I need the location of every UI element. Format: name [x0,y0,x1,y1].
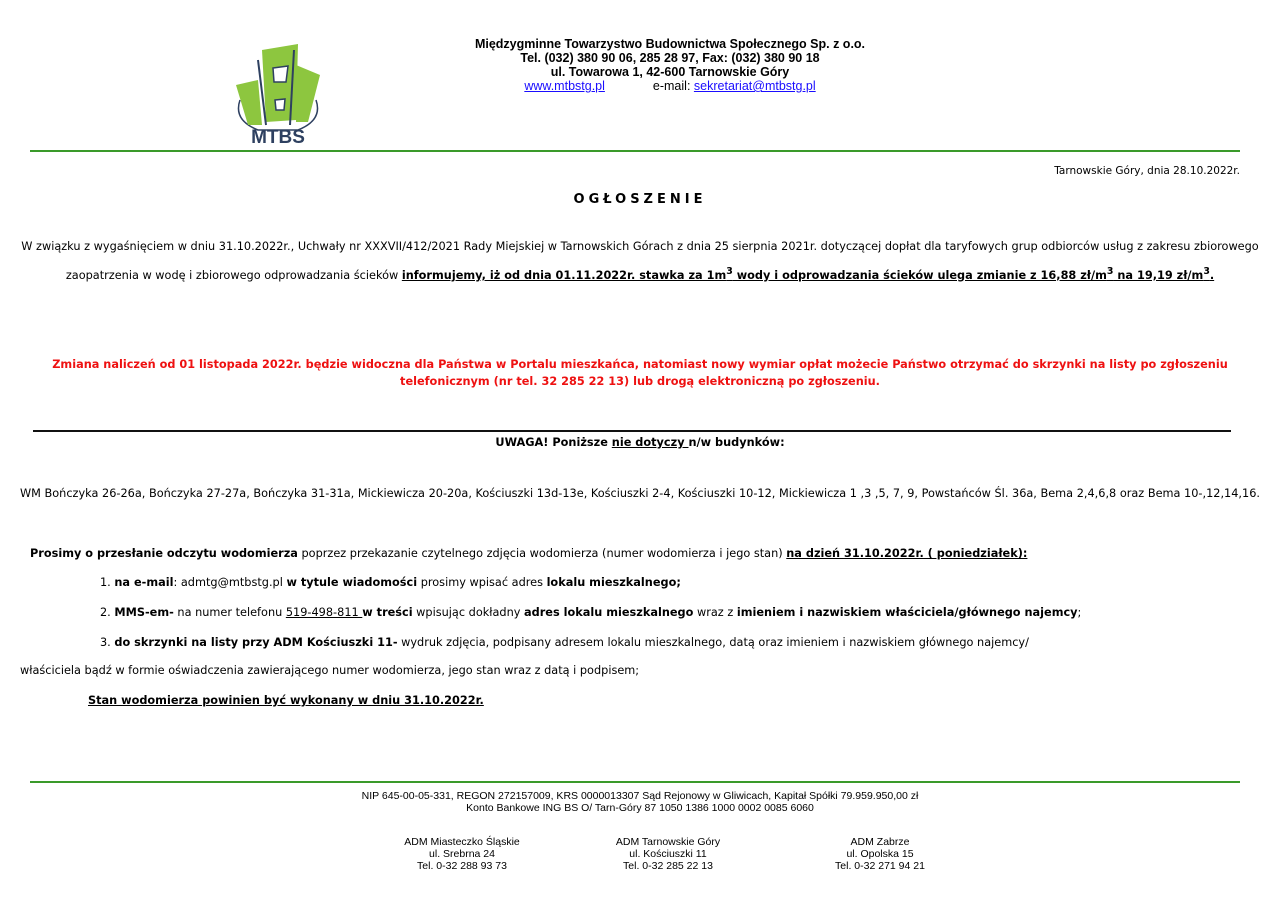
list-item: 2. MMS-em- na numer telefonu 519-498-811 w treści wpisując dokładny adres lokalu mieszkalnego wraz z imieniem i nazwiskiem właściciela/głównego najemcy; [100,606,1082,619]
document-title: OGŁOSZENIE [573,192,707,207]
website-link[interactable]: www.mtbstg.pl [524,79,605,93]
footer-bank-account: Konto Bankowe ING BS O/ Tarn-Góry 87 1050 1386 1000 0002 0085 6060 [466,802,814,814]
company-header [400,37,940,93]
office-miasteczko: ADM Miasteczko Śląskie ul. Srebrna 24 Tel. 0-32 288 93 73 [404,836,520,872]
red-notice: Zmiana naliczeń od 01 listopada 2022r. będzie widoczna dla Państwa w Portalu mieszkańca, natomiast nowy wymiar opłat możecie Państwo otrzymać do skrzynki na listy po zgłoszeniu telefonicznym (nr tel. 32 285 22 13) lub drogą elektroniczną po zgłoszeniu. [52,358,1228,388]
company-address: ul. Towarowa 1, 42-600 Tarnowskie Góry [550,65,790,79]
list-item-continuation: właściciela bądź w formie oświadczenia zawierającego numer wodomierza, jego stan wraz z datą i podpisem; [20,664,640,677]
rate-change-text: informujemy, iż od dnia 01.11.2022r. stawka za $1m^3$ wody i odprowadzania ścieków ulega zmianie z 16,88 $zł/m^3$ na 19,19 $zł/m^3$. [401,266,1215,282]
email-label: e-mail: [652,79,691,93]
section-divider [33,430,1231,432]
building-logo-icon [228,30,328,145]
company-phones: Tel. (032) 380 90 06, 285 28 97, Fax: (032) 380 90 18 [520,51,820,65]
office-tarnowskie-gory: ADM Tarnowskie Góry ul. Kościuszki 11 Tel. 0-32 285 22 13 [615,836,721,872]
uwaga-heading: UWAGA! Poniższe nie dotyczy n/w budynków: [495,436,785,449]
final-note: Stan wodomierza powinien być wykonany w dniu 31.10.2022r. [88,694,484,707]
header-divider [30,150,1240,152]
announcement-paragraph [20,234,1260,288]
list-item: 1. na e-mail: admtg@mtbstg.pl w tytule wiadomości prosimy wpisać adres lokalu mieszkalnego; [100,576,681,589]
request-line: Prosimy o przesłanie odczytu wodomierza poprzez przekazanie czytelnego zdjęcia wodomierza (numer wodomierza i jego stan) na dzień 31.10.2022r. ( poniedziałek): [30,547,1028,560]
company-name: Międzygminne Towarzystwo Budownictwa Społecznego Sp. z o.o. [474,37,866,51]
paragraph-text: W związku z wygaśnięciem w dniu 31.10.2022r., Uchwały nr XXXVII/412/2021 Rady Miejskiej w Tarnowskich Górach z dnia 25 sierpnia 2021r. dotyczącej dopłat dla taryfowych grup odbiorców usług z zakresu zbiorowego zaopatrzenia w wodę i zbiorowego odprowadzania ścieków [21,240,1259,282]
date-line: Tarnowskie Góry, dnia 28.10.2022r. [1054,165,1240,177]
buildings-list: WM Bończyka 26-26a, Bończyka 27-27a, Bończyka 31-31a, Mickiewicza 20-20a, Kościuszki 13d-13e, Kościuszki 2-4, Kościuszki 10-12, Mickiewicza 1 ,3 ,5, 7, 9, Powstańców Śl. 36a, Bema 2,4,6,8 oraz Bema 10-,12,14,16. [20,487,1260,500]
footer-company-info [230,790,1050,814]
email-link[interactable]: sekretariat@mtbstg.pl [693,79,816,93]
logo-text: MTBS [251,127,305,145]
list-item: 3. do skrzynki na listy przy ADM Kościuszki 11- wydruk zdjęcia, podpisany adresem lokalu mieszkalnego, datą oraz imieniem i nazwiskiem głównego najemcy/ [100,636,1029,649]
office-zabrze: ADM Zabrze ul. Opolska 15 Tel. 0-32 271 94 21 [835,836,925,872]
footer-divider [30,781,1240,783]
mtbs-logo [228,30,328,145]
footer-registration: NIP 645-00-05-331, REGON 272157009, KRS 0000013307 Sąd Rejonowy w Gliwicach, Kapitał Spółki 79.959.950,00 zł [361,790,919,802]
